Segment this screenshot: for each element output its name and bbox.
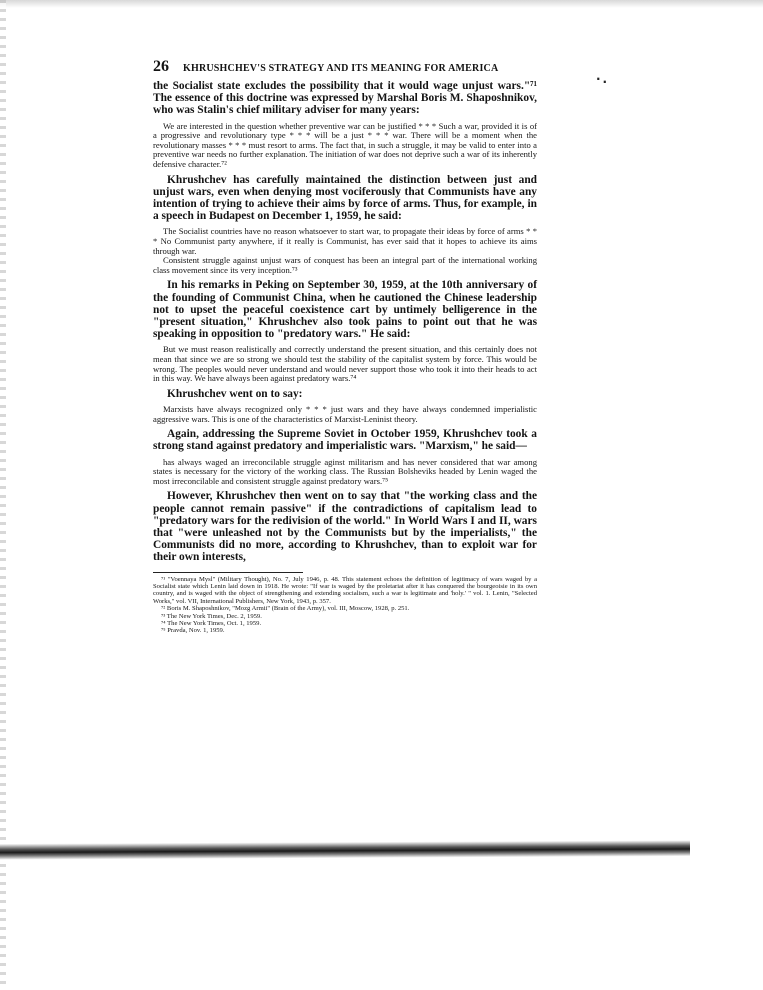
footnote: ⁷¹ "Voennaya Mysl" (Military Thought), No. 7, July 1946, p. 48. This statement echoes the definition of legitimacy of wars waged by a Socialist state which Lenin laid down in 1918. He wrote: "If war is waged by the proletariat after it has conquered the bourgeoisie in its own country, and is waged with the object of strengthening and extending socialism, such a war is legitimate and 'holy.' " vol. 1. Lenin, "Selected Works," vol. VII, International Publishers, New York, 1943, p. 357. bbox=[153, 575, 537, 605]
block-quote bbox=[153, 345, 537, 383]
body-paragraph: Again, addressing the Supreme Soviet in October 1959, Khrushchev took a strong stand against predatory and imperialistic wars. "Marxism," he said— bbox=[153, 428, 537, 453]
scan-speck: ·. bbox=[596, 72, 610, 86]
body-paragraph: In his remarks in Peking on September 30, 1959, at the 10th anniversary of the founding of Communist China, when he cautioned the Chinese leadership not to upset the peaceful coexistence cart by untimely belligerence in the "present situation," Khrushchev also took pains to point out that he was speaking in opposition to "predatory wars." He said: bbox=[153, 279, 537, 341]
block-quote bbox=[153, 458, 537, 487]
footnote: ⁷⁵ Pravda, Nov. 1, 1959. bbox=[161, 627, 225, 635]
quote-paragraph: has always waged an irreconcilable struggle aginst militarism and has never considered that war among states is necessary for the victory of the working class. The Russian Bolsheviks headed by Lenin waged the most irreconcilable and consistent struggle against predatory wars.⁷⁵ bbox=[153, 456, 537, 486]
page-number: 26 bbox=[153, 58, 169, 75]
block-quote bbox=[153, 405, 537, 424]
footnote-rule bbox=[153, 572, 303, 573]
footnote: ⁷² Boris M. Shaposhnikov, "Mozg Armii" (Brain of the Army), vol. III, Moscow, 1928, p. 251. bbox=[161, 605, 410, 613]
quote-paragraph: Consistent struggle against unjust wars of conquest has been an integral part of the international working class movement since its very inception.⁷³ bbox=[153, 255, 537, 275]
body-paragraph: However, Khrushchev then went on to say that "the working class and the people cannot remain passive" if the contradictions of capitalism lead to "predatory wars for the redivision of the world." In World Wars I and II, wars that "were unleashed not by the Communists but by the imperialists," the Communists did no more, according to Khrushchev, than to exploit war for their own interests, bbox=[153, 490, 537, 564]
footnote: ⁷³ The New York Times, Dec. 2, 1959. bbox=[161, 612, 262, 620]
quote-paragraph: We are interested in the question whether preventive war can be justified * * * Such a war, provided it is of a progressive and revolutionary type * * * will be a just * * * war. There will be a moment when the revolutionary masses * * * must resort to arms. The fact that, in such a struggle, it may be valid to enter into a preventive war needs no further explanation. The initiation of war does not deprive such a war of its inherently defensive character.⁷² bbox=[153, 120, 537, 169]
block-quote bbox=[153, 122, 537, 170]
body-paragraph: Khrushchev has carefully maintained the distinction between just and unjust wars, even when denying most vociferously that Communists have any intention of trying to achieve their aims by force of arms. Thus, for example, in a speech in Budapest on December 1, 1959, he said: bbox=[153, 173, 537, 223]
document-page bbox=[153, 58, 537, 635]
block-quote bbox=[153, 227, 537, 275]
scan-top-edge bbox=[0, 0, 763, 8]
scan-bottom-edge bbox=[0, 840, 690, 860]
footnote: ⁷⁴ The New York Times, Oct. 1, 1959. bbox=[161, 619, 262, 627]
body-paragraph: Khrushchev went on to say: bbox=[167, 387, 303, 400]
running-title: KHRUSHCHEV'S STRATEGY AND ITS MEANING FOR AMERICA bbox=[183, 63, 499, 74]
quote-paragraph: The Socialist countries have no reason whatsoever to start war, to propagate their ideas by force of arms * * * No Communist party anywhere, if it really is Communist, has ever said that it hopes to achieve its aims through war. bbox=[153, 226, 537, 256]
running-head bbox=[153, 58, 537, 80]
quote-paragraph: Marxists have always recognized only * * * just wars and they have always condemned imperialistic aggressive wars. This is one of the characteristics of Marxist-Leninist theory. bbox=[153, 403, 537, 424]
footnotes bbox=[153, 576, 537, 635]
main-text bbox=[153, 80, 537, 564]
quote-paragraph: But we must reason realistically and correctly understand the present situation, and this certainly does not mean that since we are so strong we should test the stability of the capitalist system by force. This would be wrong. The peoples would never understand and would never support those who took it into their heads to act in this way. We have always been against predatory wars.⁷⁴ bbox=[153, 344, 537, 384]
scan-left-edge bbox=[0, 0, 6, 990]
body-paragraph: the Socialist state excludes the possibility that it would wage unjust wars."⁷¹ The essence of this doctrine was expressed by Marshal Boris M. Shaposhnikov, who was Stalin's chief military adviser for many years: bbox=[153, 80, 537, 117]
